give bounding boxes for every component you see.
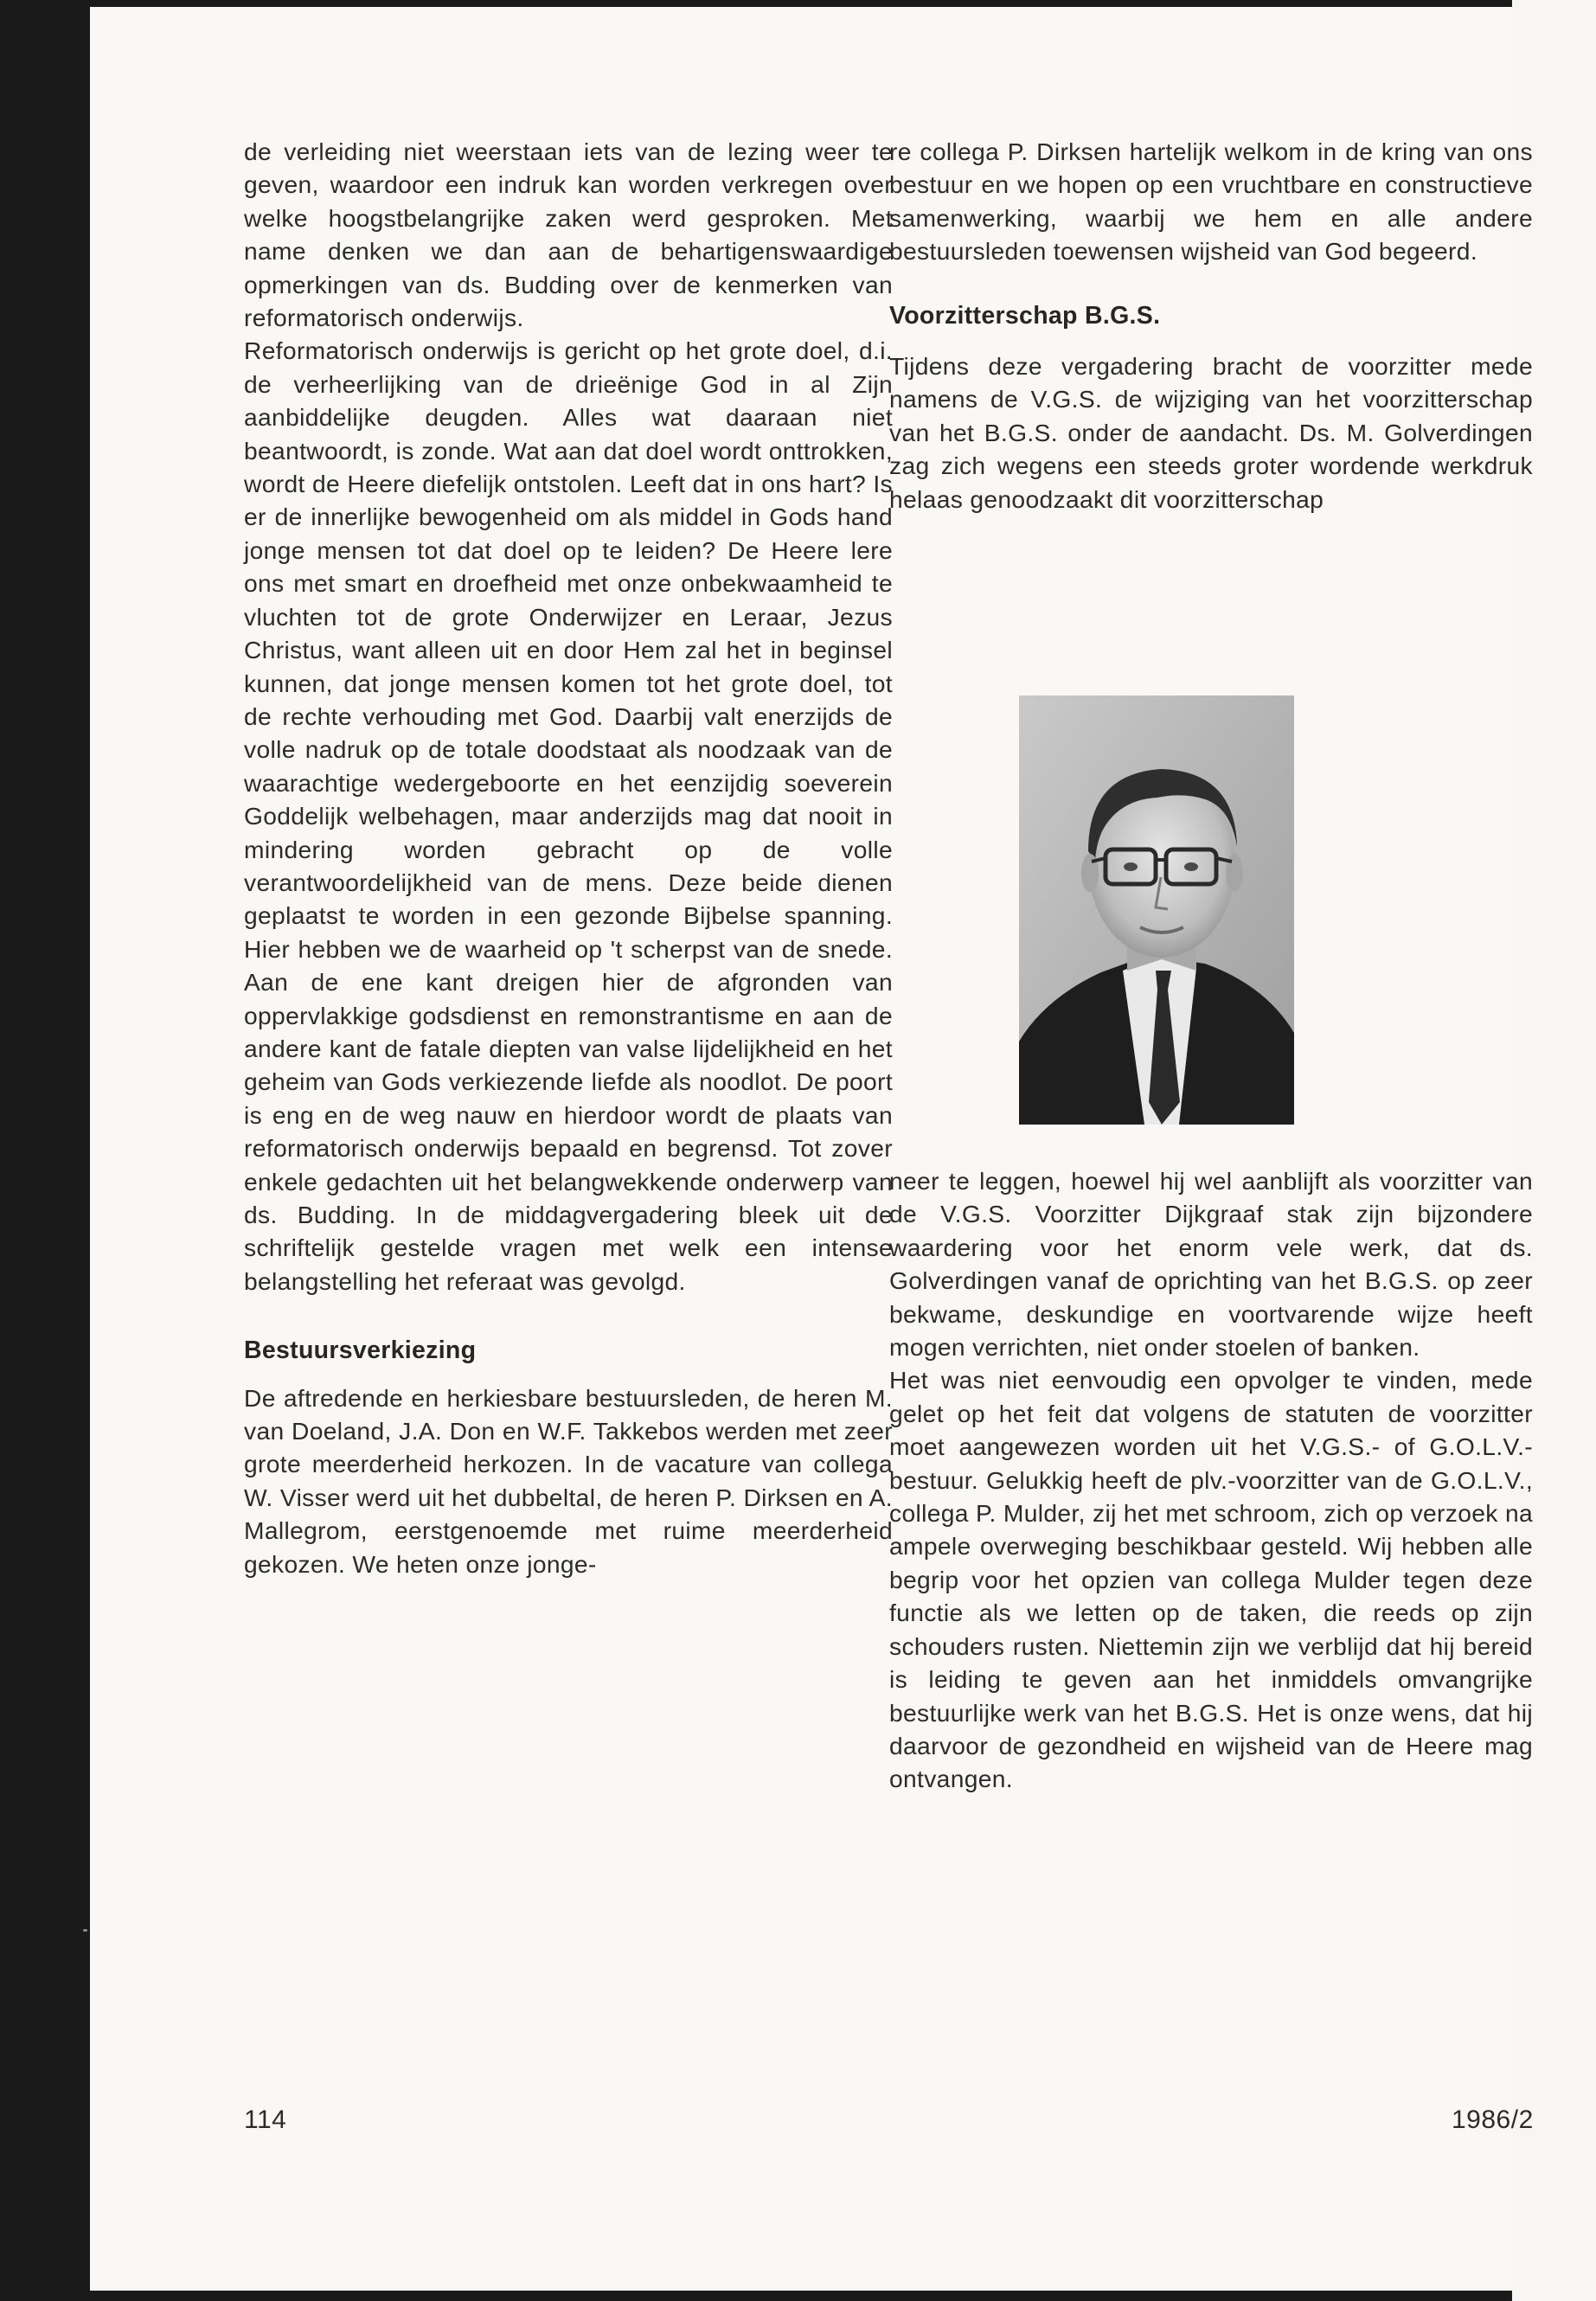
right-paragraph-4: Het was niet eenvoudig een opvolger te vinden, mede gelet op het feit dat volgens de statuten de voorzitter moet aangewezen worden uit het V.G.S.- of G.O.L.V.-bestuur. Gelukkig heeft de plv.-voorzitter van de G.O.L.V., collega P. Mulder, zij het met schroom, zich op verzoek na ampele overweging beschikbaar gesteld. Wij hebben alle begrip voor het opzien van collega Mulder tegen deze functie als we letten op de taken, die reeds op zijn schouders rusten. Niettemin zijn we verblijd dat hij bereid is leiding te geven aan het inmiddels omvangrijke bestuurlijke werk van het B.G.S. Het is onze wens, dat hij daarvoor de gezondheid en wijsheid van de Heere mag ontvangen. xyxy=(889,1366,1533,1793)
right-column-top xyxy=(889,135,1533,516)
right-paragraph-1: re collega P. Dirksen hartelijk welkom in de kring van ons bestuur en we hopen op een vruchtbare en constructieve samenwerking, waarbij we hem en alle andere bestuursleden toewensen wijsheid van God begeerd. xyxy=(889,138,1533,266)
right-column-bottom xyxy=(889,1164,1533,1796)
issue-number: 1986/2 xyxy=(1452,2106,1534,2134)
right-paragraph-2: Tijdens deze vergadering bracht de voorzitter mede namens de V.G.S. de wijziging van het voorzitterschap van het B.G.S. onder de aandacht. Ds. M. Golverdingen zag zich wegens een steeds groter wordende werkdruk helaas genoodzaakt dit voorzitterschap xyxy=(889,352,1533,513)
left-column xyxy=(244,135,893,1580)
page-number: 114 xyxy=(244,2106,287,2134)
right-paragraph-3: neer te leggen, hoewel hij wel aanblijft als voorzitter van de V.G.S. Voorzitter Dijkgraaf stak zijn bijzondere waardering voor het enorm vele werk, dat ds. Golverdingen vanaf de oprichting van het B.G.S. op zeer bekwame, deskundige en voortvarende wijze heeft mogen verrichten, niet onder stoelen of banken. xyxy=(889,1167,1533,1362)
left-paragraph-3: De aftredende en herkiesbare bestuursleden, de heren M. van Doeland, J.A. Don en W.F. Takkebos werden met zeer grote meerderheid herkozen. In de vacature van collega W. Visser werd uit het dubbeltal, de heren P. Dirksen en A. Mallegrom, eerstgenoemde met ruime meerderheid gekozen. We heten onze jonge- xyxy=(244,1383,893,1578)
document-page xyxy=(90,7,1534,2291)
heading-voorzitterschap: Voorzitterschap B.G.S. xyxy=(889,301,1161,330)
scan-speck xyxy=(83,1929,87,1932)
portrait-photo xyxy=(1019,695,1294,1125)
heading-bestuursverkiezing: Bestuursverkiezing xyxy=(244,1336,477,1365)
left-paragraph-2: Reformatorisch onderwijs is gericht op het grote doel, d.i. de verheerlijking van de drieënige God in al Zijn aanbiddelijke deugden. Alles wat daaraan niet beantwoordt, is zonde. Wat aan dat doel wordt onttrokken, wordt de Heere diefelijk ontstolen. Leeft dat in ons hart? Is er de innerlijke bewogenheid om als middel in Gods hand jonge mensen tot dat doel op te leiden? De Heere lere ons met smart en droefheid met onze onbekwaamheid te vluchten tot de grote Onderwijzer en Leraar, Jezus Christus, want alleen uit en door Hem zal het in beginsel kunnen, dat jonge mensen komen tot het grote doel, tot de rechte verhouding met God. Daarbij valt enerzijds de volle nadruk op de totale doodstaat als noodzaak van de waarachtige wedergeboorte en het eenzijdig soeverein Goddelijk welbehagen, maar anderzijds mag dat nooit in mindering worden gebracht op de volle verantwoordelijkheid van de mens. Deze beide dienen geplaatst te worden in een gezonde Bijbelse spanning. Hier hebben we de waarheid op 't scherpst van de snede. Aan de ene kant dreigen hier de afgronden van oppervlakkige godsdienst en remonstrantisme en aan de andere kant de fatale diepten van valse lijdelijkheid en het geheim van Gods verkiezende liefde als noodlot. De poort is eng en de weg nauw en hierdoor wordt de plaats van reformatorisch onderwijs bepaald en begrensd. Tot zover enkele gedachten uit het belangwekkende onderwerp van ds. Budding. In de middagvergadering bleek uit de schriftelijk gestelde vragen met welk een intense belangstelling het referaat was gevolgd. xyxy=(244,336,893,1295)
left-paragraph-1: de verleiding niet weerstaan iets van de lezing weer te geven, waardoor een indruk kan worden verkregen over welke hoogstbelangrijke zaken werd gesproken. Met name denken we dan aan de behartigenswaardige opmerkingen van ds. Budding over de kenmerken van reformatorisch onderwijs. xyxy=(244,138,893,332)
